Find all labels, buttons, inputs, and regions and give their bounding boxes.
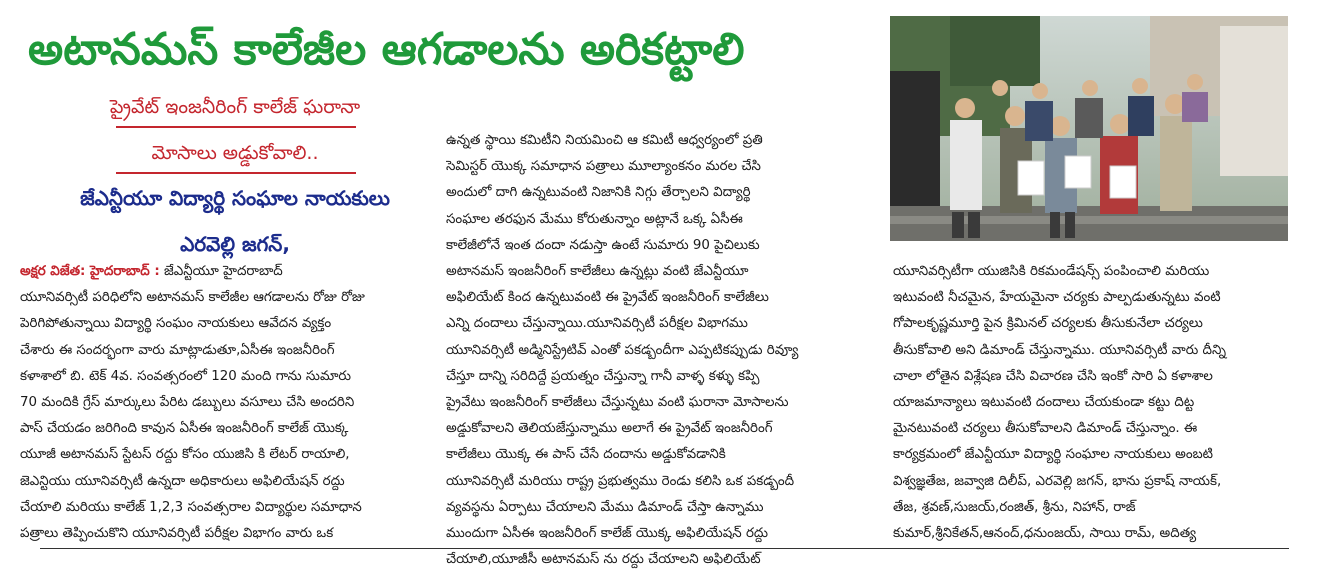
article-column-2 — [446, 128, 868, 573]
subhead-underline — [116, 172, 356, 174]
article-line: అటానమస్ ఇంజనీరింగ్ కాలేజీలు ఉన్నట్లు వంటి జేఎన్టీయూ — [446, 264, 749, 280]
article-line: చేస్తూ దాన్ని సరిదిద్దే ప్రయత్నం చేస్తున్నా గానీ వాళ్ళ కళ్ళు కప్పి — [446, 368, 760, 384]
subhead-private-college: ప్రైవేట్ ఇంజనీరింగ్ కాలేజ్ ఘరానా — [109, 96, 361, 118]
article-line: విశ్వజ్ఞతేజ, జవ్వాజి దిలీప్, ఎరవెల్లి జగన్, భాను ప్రకాష్ నాయక్, — [893, 473, 1222, 489]
article-line: యూనివర్సిటీ మరియు రాష్ట్ర ప్రభుత్వము రెండు కలిసి ఒక పకడ్బందీ — [446, 473, 795, 489]
article-line: అడ్డుకోవాలని తెలియజేస్తున్నాము అలాగే ఈ ప్రైవేట్ ఇంజనీరింగ్ — [446, 421, 773, 437]
byline: అక్షర విజేత: హైదరాబాద్ : — [20, 264, 160, 279]
article-line: ఉన్నత స్థాయి కమిటీని నియమించి ఆ కమిటీ ఆధ్వర్యంలో ప్రతి — [446, 133, 763, 148]
article-line: ప్రైవేటు ఇంజనీరింగ్ కాలేజీలు చేస్తున్నటు వంటి ఘరానా మోసాలను — [446, 395, 789, 411]
article-line: అఫిలియేట్ కింద ఉన్నటువంటి ఈ ప్రైవేట్ ఇంజనీరింగ్ కాలేజీలు — [446, 290, 769, 306]
article-line: సెమిస్టర్ యొక్క సమాధాన పత్రాలు మూల్యాంకనం మరల చేసి — [446, 159, 761, 175]
article-line: యూనివర్సిటీ అడ్మినిస్ట్రేటివ్ ఎంతో పకడ్బందీగా ఎప్పటికప్పుడు రివ్యూ — [446, 342, 799, 358]
article-line: అక్షర విజేత: హైదరాబాద్ : జేఎన్టీయూ హైదరాబాద్ — [20, 264, 283, 279]
subhead-underline — [116, 126, 356, 128]
article-line: యూనివర్సిటీ పరిధిలోని అటానమస్ కాలేజీల ఆగడాలను రోజు రోజు — [20, 290, 365, 306]
article-line: కాలేజీలు యొక్క ఈ పాస్ చేసే దందాను అడ్డుకోవడానికి — [446, 447, 726, 463]
bottom-rule — [40, 548, 1289, 549]
article-line: పత్రాలు తెప్పించుకొని యూనివర్సిటీ పరీక్షల విభాగం వారు ఒక — [20, 526, 334, 542]
article-line: 70 మందికి గ్రేస్ మార్కులు పేరిట డబ్బులు వసూలు చేసి అందరిని — [20, 395, 355, 411]
subhead-leaders: జేఎన్టీయూ విద్యార్థి సంఘాల నాయకులు — [80, 186, 390, 210]
article-line: కుమార్,శ్రీనికేతన్,ఆనంద్,ధనుంజయ్, సాయి రామ్, అదిత్య — [893, 526, 1197, 542]
protest-photo-illustration — [890, 16, 1288, 241]
article-line: కళాశాలో బి. టెక్ 4వ. సంవత్సరంలో 120 మంది గాను సుమారు — [20, 368, 351, 384]
article-line: చేయాలి మరియు కాలేజ్ 1,2,3 సంవత్సరాల విద్యార్థుల సమాధాన — [20, 499, 362, 515]
article-line: ఎన్ని దందాలు చేస్తున్నాయి.యూనివర్సిటీ పరీక్షల విభాగము — [446, 316, 748, 332]
article-line: మైనటువంటి చర్యలు తీసుకోవాలని డిమాండ్ చేస్తున్నాం. ఈ — [893, 421, 1198, 437]
article-line: గోపాలకృష్ణమూర్తి పైన క్రిమినల్ చర్యలకు తీసుకునేలా చర్యలు — [893, 316, 1203, 332]
article-column-1 — [20, 259, 432, 547]
article-line: చేశారు ఈ సందర్భంగా వారు మాట్లాడుతూ,ఏసీఈ ఇంజనీరింగ్ — [20, 342, 335, 358]
article-line: ఇటువంటి నీచమైన, హేయమైనా చర్యకు పాల్పడుతున్నటు వంటి — [893, 290, 1221, 306]
subhead-name: ఎరవెల్లి జగన్, — [180, 232, 290, 256]
article-line: జెఎన్టియు యూనివర్సిటీ ఉన్నదా అధికారులు అఫిలియేషన్ రద్దు — [20, 473, 345, 489]
article-line: వ్యవస్థను ఏర్పాటు చేయాలని మేము డిమాండ్ చేస్తా ఉన్నాము — [446, 499, 764, 515]
article-line: సంఘాల తరఫున మేము కోరుతున్నాం అట్లానే ఒక్క ఏసీఈ — [446, 211, 743, 227]
article-line: పెరిగిపోతున్నాయి విద్యార్థి సంఘం నాయకులు ఆవేదన వ్యక్తం — [20, 316, 332, 332]
article-line: యాజమాన్యాలు ఇటువంటి దందాలు చేయకుండా కట్టు దిట్ట — [893, 395, 1195, 411]
article-line: అందులో దాగి ఉన్నటువంటి నిజానికి నిగ్గు తేర్చాలని విద్యార్థి — [446, 185, 751, 201]
article-line: చేయాలి,యూజీసీ అటానమస్ ను రద్దు చేయాలని అఫిలియేట్ — [446, 552, 761, 568]
article-line: పాస్ చేయడం జరిగింది కావున ఏసీఈ ఇంజనీరింగ్ కాలేజ్ యొక్క — [20, 421, 349, 437]
article-line: యూజీ అటానమస్ స్టేటస్ రద్దు కోసం యుజిసి కి లేటర్ రాయాలి, — [20, 447, 350, 463]
article-line: కాలేజీలోనే ఇంత దందా నడుస్తా ఉంటే సుమారు 90 పైచిలుకు — [446, 237, 760, 253]
subhead-stop-fraud: మోసాలు అడ్డుకోవాలి.. — [151, 142, 319, 164]
article-line: యూనివర్సిటీగా యుజిసికి రికమండేషన్స్ పంపించాలి మరియు — [893, 264, 1210, 279]
article-line: తేజ, శ్రవణ్,సుజయ్,రంజిత్, శ్రీను, నిహాన్, రాజ్ — [893, 499, 1136, 515]
article-line: ముందుగా ఏసీఈ ఇంజనీరింగ్ కాలేజ్ యొక్క అఫిలియేషన్ రద్దు — [446, 526, 768, 542]
article-column-3 — [893, 259, 1291, 547]
headline: అటానమస్ కాలేజీల ఆగడాలను అరికట్టాలి — [28, 24, 745, 75]
article-line: చాలా లోతైన విశ్లేషణ చేసి విచారణ చేసి ఇంకో సారి ఏ కళాశాల — [893, 368, 1213, 384]
article-line: తీసుకోవాలి అని డిమాండ్ చేస్తున్నాము. యూనివర్సిటీ వారు దీన్ని — [893, 342, 1226, 358]
article-line: కార్యక్రమంలో జేఎన్టీయూ విద్యార్థి సంఘాల నాయకులు అంబటి — [893, 447, 1213, 463]
news-photo — [890, 16, 1288, 241]
